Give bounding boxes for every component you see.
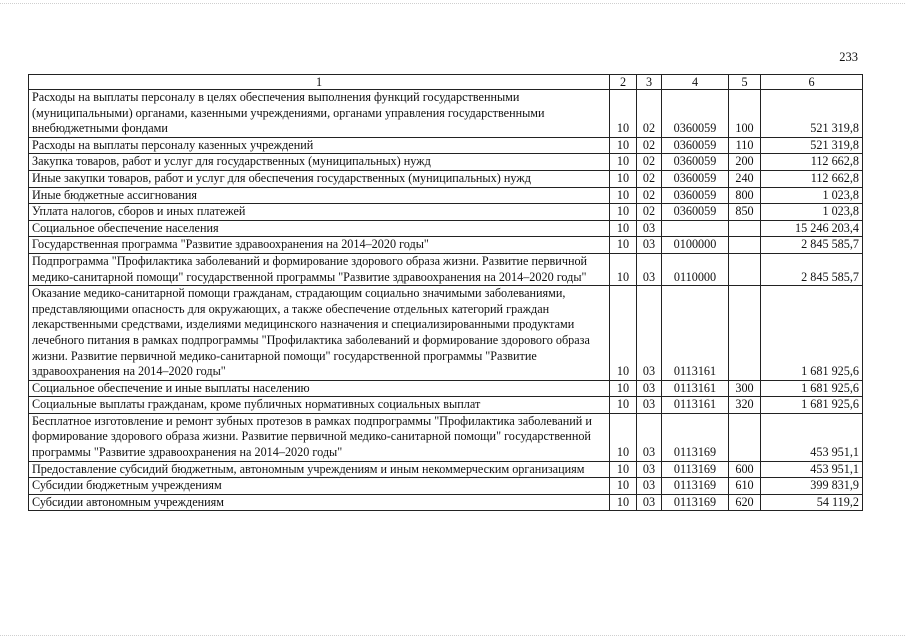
row-name: Уплата налогов, сборов и иных платежей <box>29 204 610 221</box>
row-section: 10 <box>610 461 637 478</box>
row-target-article: 0113169 <box>662 478 729 495</box>
row-target-article: 0100000 <box>662 237 729 254</box>
row-expense-type: 110 <box>729 137 761 154</box>
row-expense-type: 320 <box>729 397 761 414</box>
table-row <box>29 204 863 221</box>
row-expense-type: 100 <box>729 90 761 138</box>
header-col-4: 4 <box>662 75 729 90</box>
row-section: 10 <box>610 154 637 171</box>
row-target-article: 0113169 <box>662 461 729 478</box>
row-expense-type: 620 <box>729 494 761 511</box>
row-expense-type: 610 <box>729 478 761 495</box>
row-subsection: 02 <box>637 204 662 221</box>
row-section: 10 <box>610 90 637 138</box>
table-row <box>29 478 863 495</box>
row-amount: 15 246 203,4 <box>761 220 863 237</box>
row-amount: 521 319,8 <box>761 137 863 154</box>
row-expense-type: 240 <box>729 170 761 187</box>
row-name: Предоставление субсидий бюджетным, автономным учреждениям и иным некоммерческим организациям <box>29 461 610 478</box>
table-row <box>29 286 863 381</box>
table-row <box>29 380 863 397</box>
row-name: Иные бюджетные ассигнования <box>29 187 610 204</box>
row-amount: 1 681 925,6 <box>761 380 863 397</box>
row-expense-type: 800 <box>729 187 761 204</box>
page-number: 233 <box>839 50 858 64</box>
row-section: 10 <box>610 478 637 495</box>
row-section: 10 <box>610 286 637 381</box>
row-amount: 1 681 925,6 <box>761 286 863 381</box>
row-amount: 2 845 585,7 <box>761 237 863 254</box>
table-row <box>29 187 863 204</box>
row-amount: 112 662,8 <box>761 154 863 171</box>
header-col-1: 1 <box>29 75 610 90</box>
header-col-5: 5 <box>729 75 761 90</box>
row-subsection: 03 <box>637 397 662 414</box>
row-section: 10 <box>610 413 637 461</box>
row-subsection: 02 <box>637 137 662 154</box>
row-subsection: 03 <box>637 413 662 461</box>
row-target-article: 0110000 <box>662 253 729 285</box>
row-target-article: 0360059 <box>662 170 729 187</box>
table-row <box>29 220 863 237</box>
row-name: Бесплатное изготовление и ремонт зубных протезов в рамках подпрограммы "Профилактика заболеваний и формирование здорового образа жизни. Развитие первичной медико-санитарной помощи" государственной программы "Развитие здравоохранения на 2014–2020 годы" <box>29 413 610 461</box>
row-subsection: 03 <box>637 380 662 397</box>
row-subsection: 03 <box>637 494 662 511</box>
row-section: 10 <box>610 494 637 511</box>
row-section: 10 <box>610 137 637 154</box>
table-row <box>29 237 863 254</box>
row-name: Социальное обеспечение населения <box>29 220 610 237</box>
row-section: 10 <box>610 187 637 204</box>
row-target-article: 0360059 <box>662 137 729 154</box>
row-target-article: 0113161 <box>662 380 729 397</box>
row-expense-type <box>729 413 761 461</box>
budget-table <box>28 74 863 511</box>
row-section: 10 <box>610 220 637 237</box>
row-expense-type: 200 <box>729 154 761 171</box>
row-subsection: 03 <box>637 478 662 495</box>
row-name: Расходы на выплаты персоналу в целях обеспечения выполнения функций государственными (муниципальными) органами, казенными учреждениями, органами управления государственными внебюджетными фондами <box>29 90 610 138</box>
row-section: 10 <box>610 170 637 187</box>
row-subsection: 03 <box>637 461 662 478</box>
row-amount: 54 119,2 <box>761 494 863 511</box>
header-col-3: 3 <box>637 75 662 90</box>
row-section: 10 <box>610 204 637 221</box>
table-row <box>29 494 863 511</box>
row-subsection: 03 <box>637 286 662 381</box>
row-name: Расходы на выплаты персоналу казенных учреждений <box>29 137 610 154</box>
row-section: 10 <box>610 253 637 285</box>
row-target-article: 0360059 <box>662 187 729 204</box>
row-section: 10 <box>610 397 637 414</box>
row-target-article: 0360059 <box>662 154 729 171</box>
row-amount: 521 319,8 <box>761 90 863 138</box>
row-subsection: 03 <box>637 237 662 254</box>
row-amount: 453 951,1 <box>761 461 863 478</box>
header-col-6: 6 <box>761 75 863 90</box>
row-amount: 2 845 585,7 <box>761 253 863 285</box>
row-amount: 1 023,8 <box>761 187 863 204</box>
row-target-article: 0113169 <box>662 413 729 461</box>
table-row <box>29 137 863 154</box>
row-name: Закупка товаров, работ и услуг для государственных (муниципальных) нужд <box>29 154 610 171</box>
header-col-2: 2 <box>610 75 637 90</box>
row-name: Социальные выплаты гражданам, кроме публичных нормативных социальных выплат <box>29 397 610 414</box>
row-expense-type <box>729 253 761 285</box>
row-target-article: 0360059 <box>662 204 729 221</box>
row-name: Социальное обеспечение и иные выплаты населению <box>29 380 610 397</box>
row-target-article: 0113161 <box>662 286 729 381</box>
row-target-article: 0360059 <box>662 90 729 138</box>
row-amount: 112 662,8 <box>761 170 863 187</box>
table-body <box>29 90 863 511</box>
row-name: Подпрограмма "Профилактика заболеваний и формирование здорового образа жизни. Развитие первичной медико-санитарной помощи" государственной программы "Развитие здравоохранения на 2014–2020 годы" <box>29 253 610 285</box>
table-header-row <box>29 75 863 90</box>
row-section: 10 <box>610 237 637 254</box>
row-amount: 1 681 925,6 <box>761 397 863 414</box>
table-row <box>29 90 863 138</box>
row-section: 10 <box>610 380 637 397</box>
row-expense-type: 600 <box>729 461 761 478</box>
row-name: Иные закупки товаров, работ и услуг для обеспечения государственных (муниципальных) нужд <box>29 170 610 187</box>
row-name: Государственная программа "Развитие здравоохранения на 2014–2020 годы" <box>29 237 610 254</box>
row-name: Оказание медико-санитарной помощи гражданам, страдающим социально значимыми заболеваниями, представляющими опасность для окружающих, а также обеспечение отдельных категорий граждан лекарственными средствами, изделиями медицинского назначения и специализированными продуктами лечебного питания в рамках подпрограммы "Профилактика заболеваний и формирование здорового образа жизни. Развитие первичной медико-санитарной помощи" государственной программы "Развитие здравоохранения на 2014–2020 годы" <box>29 286 610 381</box>
row-name: Субсидии автономным учреждениям <box>29 494 610 511</box>
table-row <box>29 413 863 461</box>
row-target-article <box>662 220 729 237</box>
row-expense-type: 850 <box>729 204 761 221</box>
row-target-article: 0113169 <box>662 494 729 511</box>
row-name: Субсидии бюджетным учреждениям <box>29 478 610 495</box>
row-target-article: 0113161 <box>662 397 729 414</box>
row-amount: 453 951,1 <box>761 413 863 461</box>
row-expense-type <box>729 286 761 381</box>
table-row <box>29 253 863 285</box>
row-subsection: 02 <box>637 90 662 138</box>
row-expense-type <box>729 220 761 237</box>
row-subsection: 02 <box>637 170 662 187</box>
row-subsection: 03 <box>637 220 662 237</box>
row-amount: 1 023,8 <box>761 204 863 221</box>
table-row <box>29 154 863 171</box>
table-row <box>29 397 863 414</box>
row-subsection: 02 <box>637 187 662 204</box>
row-subsection: 02 <box>637 154 662 171</box>
row-expense-type <box>729 237 761 254</box>
scan-edge-top <box>0 3 905 5</box>
table-row <box>29 461 863 478</box>
row-subsection: 03 <box>637 253 662 285</box>
row-expense-type: 300 <box>729 380 761 397</box>
table-row <box>29 170 863 187</box>
scan-edge-bottom <box>0 635 905 637</box>
row-amount: 399 831,9 <box>761 478 863 495</box>
